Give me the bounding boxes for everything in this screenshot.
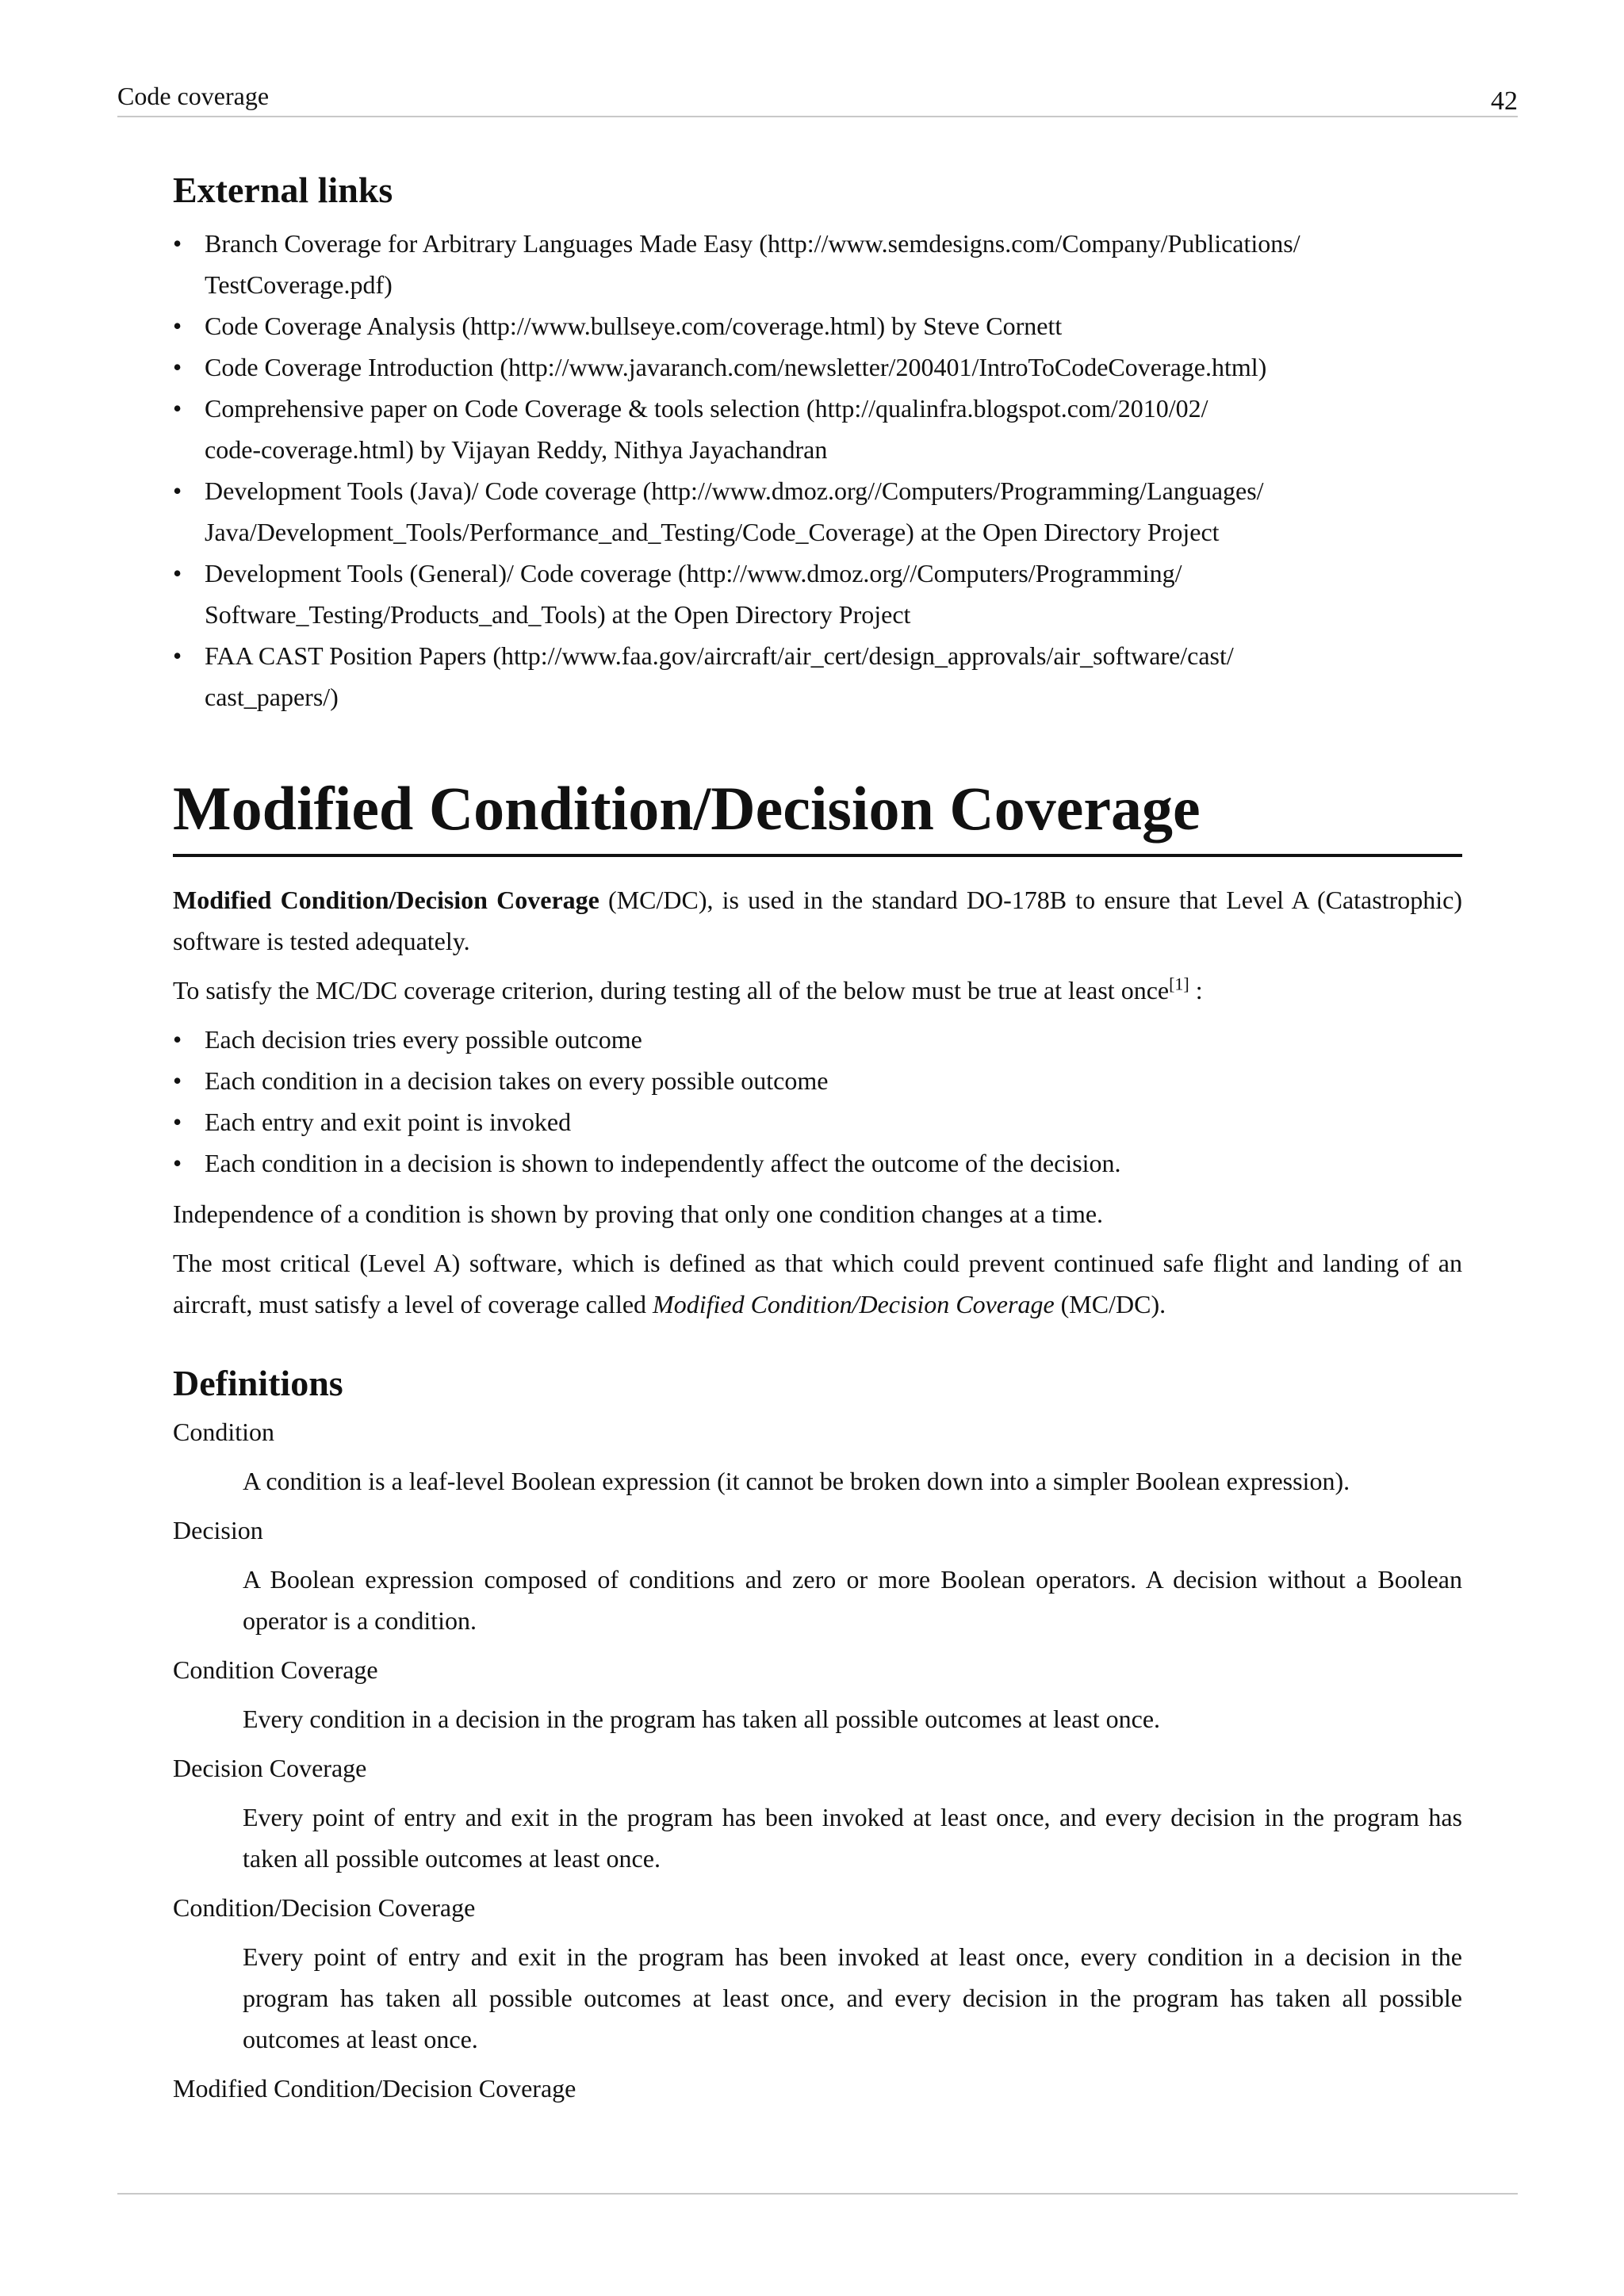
external-link-item[interactable]: • Development Tools (Java)/ Code coverage (http://www.dmoz.org//Computers/Programming/Languages/ Java/Development_Tools/Performance_and_Testing/Code_Coverage) at the Open Directory Project <box>173 470 1462 553</box>
criteria-item: • Each entry and exit point is invoked <box>173 1101 1462 1142</box>
running-header <box>117 78 1518 117</box>
header-title: Code coverage <box>117 82 270 110</box>
intro-paragraph: Modified Condition/Decision Coverage (MC/DC), is used in the standard DO-178B to ensure that Level A (Catastrophic) software is tested adequately. <box>173 885 1463 955</box>
definitions-heading: Definitions <box>173 1362 343 1403</box>
definition-description: Every point of entry and exit in the program has been invoked at least once, every condition in a decision in the program has taken all possible outcomes at least once, and every decision in the program has taken all possible outcomes at least once. <box>243 1942 1462 2053</box>
intro-bold-term: Modified Condition/Decision Coverage <box>173 885 599 914</box>
definition-term: Condition/Decision Coverage <box>173 1892 476 1922</box>
definitions-list <box>173 1411 1462 2109</box>
criterion-paragraph: To satisfy the MC/DC coverage criterion, during testing all of the below must be true at least once[1] : <box>173 974 1203 1004</box>
page-content <box>173 159 1462 2117</box>
definition-term: Condition Coverage <box>173 1655 378 1684</box>
criteria-item: • Each condition in a decision takes on every possible outcome <box>173 1060 1462 1101</box>
definition-term: Decision Coverage <box>173 1753 367 1782</box>
definition-description: Every condition in a decision in the program has taken all possible outcomes at least once. <box>243 1704 1161 1733</box>
definition-description: A Boolean expression composed of conditions and zero or more Boolean operators. A decision without a Boolean operator is a condition. <box>243 1564 1462 1635</box>
external-link-item[interactable]: • FAA CAST Position Papers (http://www.faa.gov/aircraft/air_cert/design_approvals/air_software/cast/ cast_papers/) <box>173 635 1462 718</box>
definition-term: Condition <box>173 1417 275 1446</box>
reference-link[interactable]: [1] <box>1169 974 1189 994</box>
article-title: Modified Condition/Decision Coverage <box>173 771 1462 857</box>
criteria-item: • Each condition in a decision is shown to independently affect the outcome of the decision. <box>173 1142 1462 1184</box>
external-link-item[interactable]: • Development Tools (General)/ Code coverage (http://www.dmoz.org//Computers/Programming/ Software_Testing/Products_and_Tools) at the Open Directory Project <box>173 553 1462 635</box>
external-link-item[interactable]: • Code Coverage Analysis (http://www.bullseye.com/coverage.html) by Steve Cornett <box>173 305 1462 346</box>
independence-paragraph: Independence of a condition is shown by proving that only one condition changes at a time. <box>173 1199 1104 1228</box>
external-links-list <box>173 223 1462 718</box>
critical-software-paragraph: The most critical (Level A) software, which is defined as that which could prevent continued safe flight and landing of an aircraft, must satisfy a level of coverage called Modified Condition/Decision Coverage (MC/DC). <box>173 1248 1462 1318</box>
external-link-item[interactable]: • Branch Coverage for Arbitrary Languages Made Easy (http://www.semdesigns.com/Company/Publications/ TestCoverage.pdf) <box>173 223 1462 305</box>
definition-description: Every point of entry and exit in the program has been invoked at least once, and every decision in the program has taken all possible outcomes at least once. <box>243 1802 1462 1873</box>
definition-description: A condition is a leaf-level Boolean expression (it cannot be broken down into a simpler Boolean expression). <box>243 1466 1350 1495</box>
definition-term: Decision <box>173 1515 263 1544</box>
definition-term: Modified Condition/Decision Coverage <box>173 2073 576 2103</box>
mcdc-italic-term: Modified Condition/Decision Coverage <box>653 1289 1055 1318</box>
footer-divider <box>117 2193 1518 2195</box>
page-number: 42 <box>1491 86 1518 116</box>
external-links-heading: External links <box>173 170 393 210</box>
criteria-item: • Each decision tries every possible outcome <box>173 1019 1462 1060</box>
external-link-item[interactable]: • Code Coverage Introduction (http://www.javaranch.com/newsletter/200401/IntroToCodeCoverage.html) <box>173 346 1462 388</box>
criteria-list <box>173 1019 1462 1184</box>
external-link-item[interactable]: • Comprehensive paper on Code Coverage & tools selection (http://qualinfra.blogspot.com/2010/02/ code-coverage.html) by Vijayan Reddy, Nithya Jayachandran <box>173 388 1462 470</box>
